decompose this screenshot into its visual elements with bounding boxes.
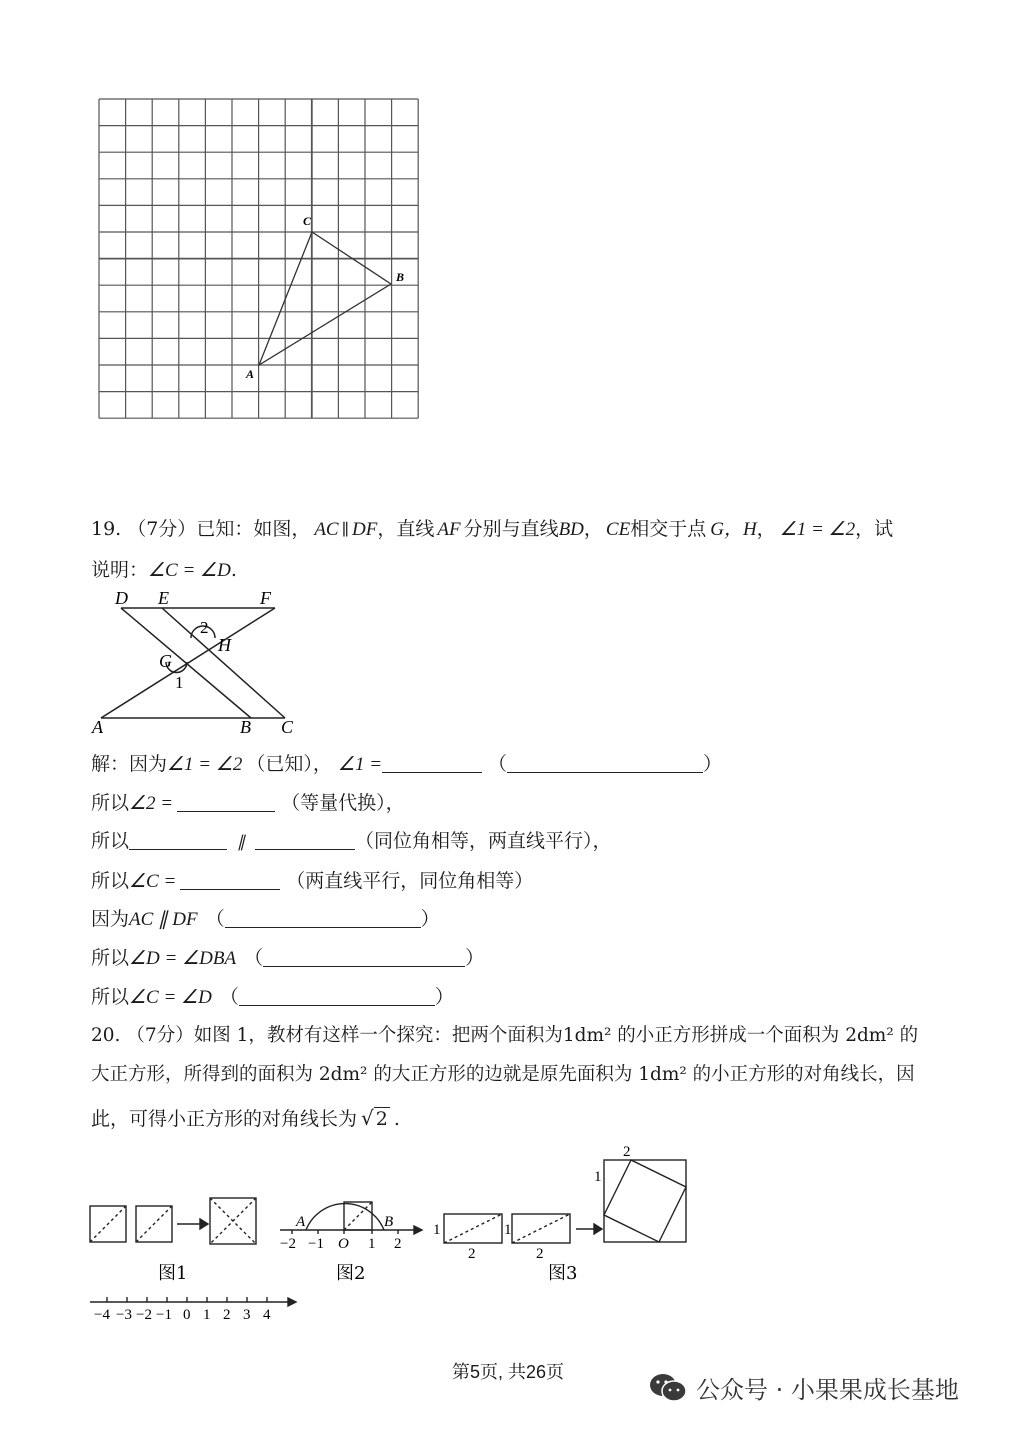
grid-label-c: C	[303, 214, 312, 228]
blank-4a[interactable]	[180, 871, 280, 890]
q20-number-line	[90, 1297, 296, 1306]
q19-sol-line7: 所以∠C = ∠D （ ）	[91, 986, 454, 1008]
fig2-tick-n2: −2	[280, 1236, 296, 1252]
page-number: 第5页, 共26页	[452, 1362, 565, 1382]
blank-5a[interactable]	[225, 909, 421, 928]
blank-3a[interactable]	[129, 831, 227, 850]
q19-fig-c: C	[281, 717, 294, 737]
blank-1a[interactable]	[382, 754, 482, 773]
fig2-tick-1: 1	[368, 1236, 376, 1252]
q19-fig-b: B	[240, 717, 251, 737]
q20-fig1	[90, 1198, 256, 1244]
q20-stem-line3: 此，可得小正方形的对角线长为 √ 2 .	[91, 1106, 400, 1130]
watermark: 公众号 · 小果果成长基地	[648, 1370, 959, 1405]
nl-tick-n1: −1	[156, 1307, 172, 1323]
fig3-square-side: 1	[594, 1169, 602, 1185]
q19-sol-line2: 所以∠2 = （等量代换），	[91, 792, 405, 814]
nl-tick-1: 1	[203, 1307, 211, 1323]
blank-7a[interactable]	[239, 987, 435, 1006]
q19-fig-e: E	[158, 588, 169, 608]
wechat-icon	[648, 1372, 688, 1404]
q19-fig-g: G	[159, 651, 172, 671]
blank-3b[interactable]	[255, 831, 355, 850]
blank-1b[interactable]	[507, 754, 703, 773]
nl-tick-4: 4	[263, 1307, 271, 1323]
q19-fig-a: A	[92, 717, 103, 737]
fig2-caption: 图2	[336, 1263, 366, 1284]
q19-stem-line2: 说明：∠C = ∠D.	[91, 559, 237, 581]
nl-tick-2: 2	[223, 1307, 231, 1323]
nl-tick-3: 3	[243, 1307, 251, 1323]
q19-sol-line1: 解：因为∠1 = ∠2 （已知）， ∠1 = （ ）	[91, 753, 723, 775]
fig3-caption: 图3	[548, 1263, 578, 1284]
nl-tick-0: 0	[183, 1307, 191, 1323]
q19-sol-line5: 因为AC ∥ DF （ ）	[91, 908, 440, 930]
fig2-tick-n1: −1	[308, 1236, 324, 1252]
blank-6a[interactable]	[263, 948, 465, 967]
q19-sol-line6: 所以∠D = ∠DBA （ ）	[91, 947, 485, 969]
grid-label-b: B	[396, 270, 405, 284]
fig3-square-top: 2	[623, 1144, 631, 1160]
fig3-rect2-bottom: 2	[536, 1246, 544, 1262]
grid-figure	[90, 90, 430, 430]
q19-fig-d: D	[115, 588, 128, 608]
q19-stem-line1: 19. （7分）已知：如图， AC ∥ DF，直线 AF 分别与直线BD， CE相交于点 G，H， ∠1 = ∠2，试	[91, 518, 894, 540]
triangle-abc	[259, 232, 391, 365]
grid-label-a: A	[246, 367, 255, 381]
q20-fig3	[444, 1160, 686, 1243]
blank-2a[interactable]	[177, 793, 275, 812]
nl-tick-n4: −4	[94, 1307, 110, 1323]
fig3-rect2-side: 1	[504, 1222, 512, 1238]
nl-tick-n2: −2	[136, 1307, 152, 1323]
q19-figure	[88, 588, 308, 738]
fig3-rect1-bottom: 2	[468, 1246, 476, 1262]
q20-figures	[80, 1140, 710, 1340]
fig2-label-b: B	[384, 1214, 394, 1230]
q19-fig-f: F	[260, 588, 271, 608]
fig2-label-a: A	[296, 1214, 306, 1230]
q19-sol-line3: 所以 ∥ （同位角相等，两直线平行），	[91, 830, 612, 852]
fig2-label-o: O	[338, 1236, 349, 1252]
fig3-rect1-side: 1	[433, 1222, 441, 1238]
q19-fig-h: H	[218, 635, 231, 655]
q19-sol-line4: 所以∠C = （两直线平行，同位角相等）	[91, 870, 534, 892]
q20-stem-line2: 大正方形，所得到的面积为 2dm² 的大正方形的边就是原先面积为 1dm² 的小正方形的对角线长，因	[91, 1064, 915, 1085]
fig1-caption: 图1	[158, 1263, 188, 1284]
fig2-tick-2: 2	[394, 1236, 402, 1252]
q19-fig-2: 2	[200, 618, 209, 637]
nl-tick-n3: −3	[116, 1307, 132, 1323]
q19-fig-1: 1	[175, 673, 184, 692]
q20-stem-line1: 20. （7分）如图 1，教材有这样一个探究：把两个面积为1dm² 的小正方形拼成一个面积为 2dm² 的	[91, 1025, 919, 1046]
